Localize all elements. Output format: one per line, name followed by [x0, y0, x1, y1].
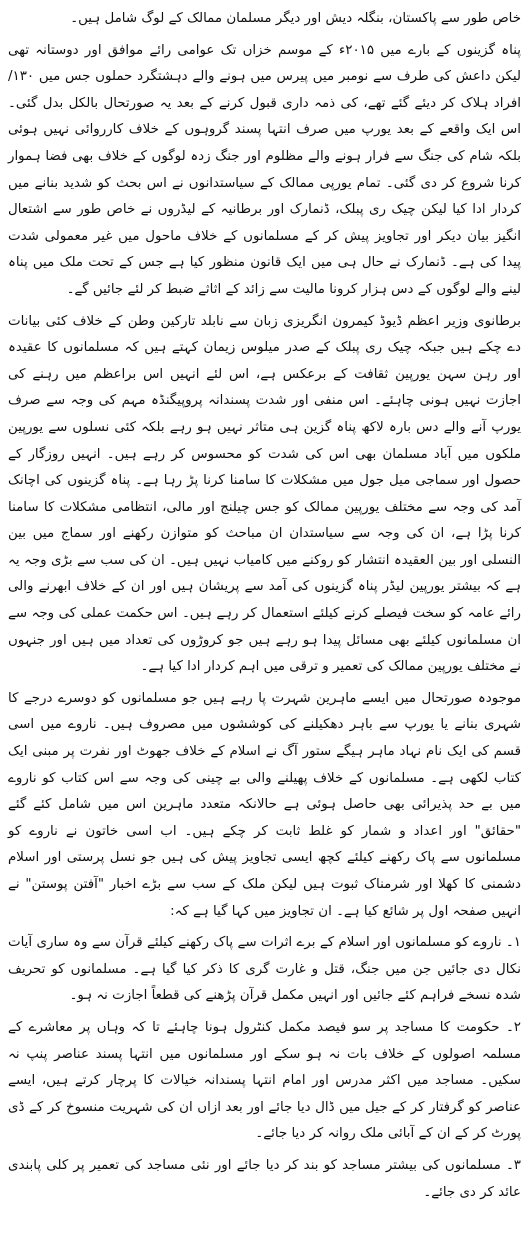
proposal-item-1: ۱۔ ناروے کو مسلمانوں اور اسلام کے برے اثرات سے پاک رکھنے کیلئے قرآن سے وہ ساری آیات نکال دی جائیں جن میں جنگ، قتل و غارت گری کا ذکر کیا گیا ہے۔ مسلمانوں کو تحریف شدہ نسخے فراہم کئے جائیں اور انہیں مکمل قرآن پڑھنے کی قطعاً اجازت نہ ہو۔	[8, 935, 521, 1004]
paragraph-norway-proposals: موجودہ صورتحال میں ایسے ماہرین شہرت پا رہے ہیں جو مسلمانوں کو دوسرے درجے کا شہری بنانے یا یورپ سے باہر دھکیلنے کی کوششوں میں مصروف ہیں۔ ناروے میں اسی قسم کی ایک نام نہاد ماہر ہیگے ستور آگ نے اسلام کے خلاف جھوٹ اور نفرت پر مبنی ایک کتاب لکھی ہے۔ مسلمانوں کے خلاف پھیلنے والی بے چینی کی وجہ سے اس کتاب کو ناروے میں بے حد پذیرائی بھی حاصل ہوئی ہے حالانکہ متعدد ماہرین اس میں شامل کئے گئے "حقائق" اور اعداد و شمار کو غلط ثابت کر چکے ہیں۔ اب اسی خاتون نے ناروے کو مسلمانوں سے پاک رکھنے کیلئے کچھ ایسی تجاویز پیش کی ہیں جو نسل پرستی اور اسلام دشمنی کا کھلا اور شرمناک ثبوت ہیں لیکن ملک کے سب سے بڑے اخبار "آفتن پوستن" نے انہیں صفحہ اول پر شائع کیا ہے۔ ان تجاویز میں کہا گیا ہے کہ:	[8, 690, 521, 919]
proposal-item-2: ۲۔ حکومت کا مساجد پر سو فیصد مکمل کنٹرول ہونا چاہئے تا کہ وہاں پر معاشرے کے مسلمہ اصولوں کے خلاف بات نہ ہو سکے اور مسلمانوں میں انتہا پسند عناصر پنپ نہ سکیں۔ مساجد میں اکثر مدرس اور امام انتہا پسندانہ خیالات کا پرچار کرتے ہیں، ایسے عناصر کو گرفتار کر کے جیل میں ڈال دیا جائے اور بعد ازاں ان کی شہریت منسوخ کر کے ڈی پورٹ کر کے ان کے آبائی ملک روانہ کر دیا جائے۔	[8, 1019, 521, 1142]
paragraph-european-leaders: برطانوی وزیر اعظم ڈیوڈ کیمرون انگریزی زبان سے نابلد تارکین وطن کے خلاف کئی بیانات دے چکے ہیں جبکہ چیک ری پبلک کے صدر میلوس زیمان کہتے ہیں کہ مسلمانوں کا عقیدہ اور رہن سہن یورپین ثقافت کے برعکس ہے، اس لئے انہیں اس براعظم میں رہنے کی اجازت نہیں ہونی چاہئے۔ اس منفی اور شدت پسندانہ پروپیگنڈہ مہم کی وجہ سے صرف یورپ آنے والے دس بارہ لاکھ پناہ گزین ہی متاثر نہیں ہو رہے بلکہ کئی نسلوں سے یورپین ملکوں میں آباد مسلمان بھی اس کی شدت کو محسوس کر رہے ہیں۔ انہیں روزگار کے حصول اور سماجی میل جول میں مشکلات کا سامنا کرنا پڑ رہا ہے۔ پناہ گزینوں کی اچانک آمد کی وجہ سے مختلف یورپین ممالک کو جس چیلنج اور مالی، انتظامی مشکلات کا سامنا کرنا پڑا ہے، ان کی وجہ سے سیاستدان ان مباحث کو متوازن رکھنے اور سماج میں بین النسلی اور بین العقیدہ انتشار کو روکنے میں کامیاب نہیں ہیں۔ ان کی سب سے بڑی وجہ یہ ہے کہ بیشتر یورپین لیڈر پناہ گزینوں کی آمد سے پریشان ہیں اور ان کے خلاف ابھرنے والی رائے عامہ کو سخت فیصلے کرنے کیلئے استعمال کر رہے ہیں۔ اس حکمت عملی کی وجہ سے ان مسلمانوں کیلئے بھی مسائل پیدا ہو رہے ہیں جو کروڑوں کی تعداد میں ہیں اور جنہوں نے مختلف یورپین ممالک کی تعمیر و ترقی میں اہم کردار ادا کیا ہے۔	[8, 313, 521, 675]
proposal-item-3: ۳۔ مسلمانوں کی بیشتر مساجد کو بند کر دیا جائے اور نئی مساجد کی تعمیر پر کلی پابندی عائد کر دی جائے۔	[8, 1157, 521, 1200]
paragraph-refugees-opinion: پناہ گزینوں کے بارے میں ۲۰۱۵ء کے موسم خزاں تک عوامی رائے موافق اور دوستانہ تھی لیکن داعش کی طرف سے نومبر میں پیرس میں ہونے والے دہشتگرد حملوں جس میں ۱۳۰/افراد ہلاک کر دیئے گئے تھے، کی ذمہ داری قبول کرنے کے بعد یہ صورتحال بالکل بدل گئی۔ اس ایک واقعے کے بعد یورپ میں صرف انتہا پسند گروہوں کے خلاف کارروائی نہیں ہوئی بلکہ شام کی جنگ سے فرار ہونے والے مظلوم اور جنگ زدہ لوگوں کے خلاف بھی فضا ہموار کرنا شروع کر دی گئی۔ تمام یورپی ممالک کے سیاستدانوں نے اس بحث کو شدید بنانے میں کردار ادا کیا لیکن چیک ری پبلک، ڈنمارک اور برطانیہ کے لیڈروں نے خاص طور سے اشتعال انگیز بیان دیکر اور تجاویز پیش کر کے مسلمانوں کے خلاف ماحول میں غیر معمولی شدت پیدا کی ہے۔ ڈنمارک نے حال ہی میں ایک قانون منظور کیا ہے جس کے تحت ملک میں پناہ لینے والے لوگوں کے دس ہزار کرونا مالیت سے زائد کے اثاثے ضبط کر لئے جائیں گے۔	[8, 42, 521, 297]
paragraph-intro-tail: خاص طور سے پاکستان، بنگلہ دیش اور دیگر مسلمان ممالک کے لوگ شامل ہیں۔	[70, 11, 521, 26]
